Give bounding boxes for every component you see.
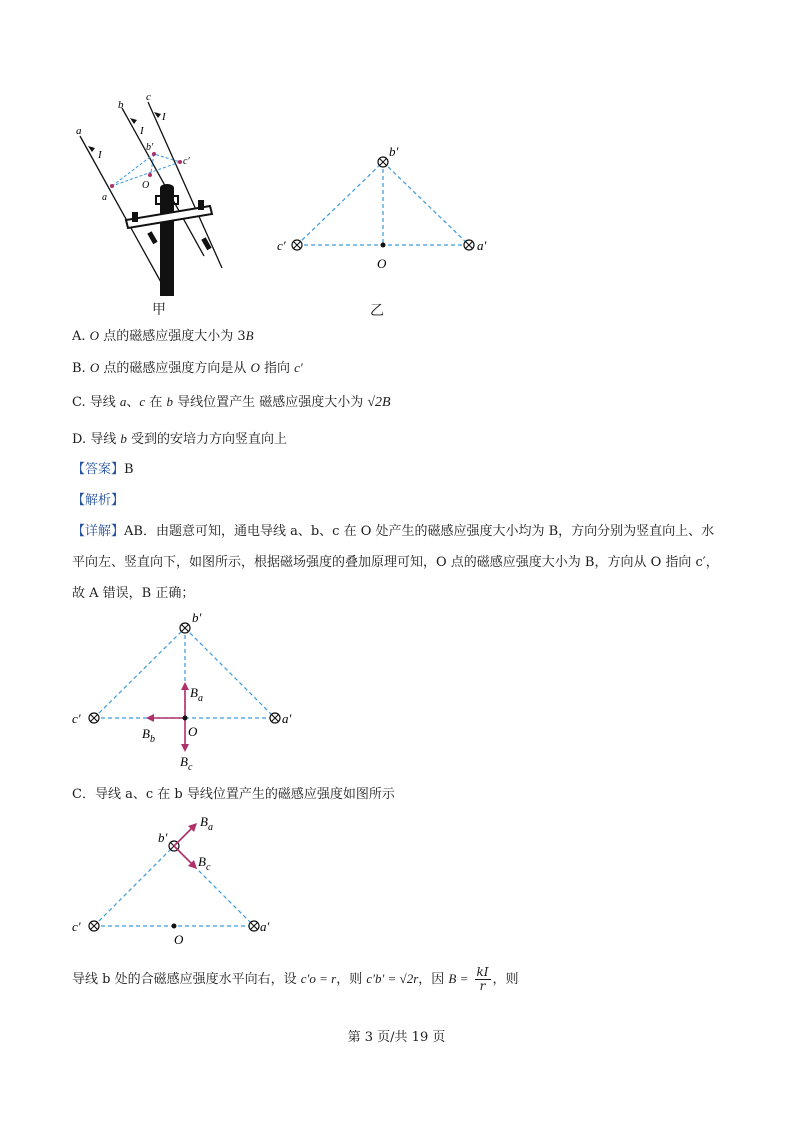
yi-side-left bbox=[297, 162, 383, 245]
option-c: C. 导线 a、c 在 b 导线位置产生 磁感应强度大小为 √2B bbox=[72, 394, 391, 410]
wire-c bbox=[148, 102, 222, 268]
paragraph-c: C．导线 a、c 在 b 导线位置产生的磁感应强度如图所示 bbox=[72, 787, 395, 802]
label-bb: $B_b$ bbox=[142, 726, 155, 745]
wire-label-a: a bbox=[76, 125, 82, 137]
arrow-bb-head bbox=[146, 714, 154, 722]
arrow-ba-head bbox=[181, 682, 189, 690]
label-b: b′ bbox=[192, 610, 202, 625]
analysis-heading: 【解析】 bbox=[72, 493, 125, 508]
label-a: a′ bbox=[260, 919, 270, 934]
label-c: c′ bbox=[72, 919, 81, 934]
caption-yi: 乙 bbox=[370, 303, 384, 319]
point-a bbox=[110, 184, 114, 188]
label-ba: $B_a$ bbox=[200, 814, 213, 833]
wire-label-b: b bbox=[118, 99, 124, 111]
point-label-o: O bbox=[142, 180, 150, 191]
current-into-page-icon bbox=[378, 157, 388, 167]
mid-side-left bbox=[94, 628, 185, 718]
current-into-page-icon bbox=[180, 623, 190, 633]
current-label-3: I bbox=[162, 111, 166, 123]
arrow-bc bbox=[174, 846, 192, 864]
insulator-1 bbox=[132, 212, 138, 222]
figure-field-at-o bbox=[70, 608, 330, 778]
last-line: 导线 b 处的合磁感应强度水平向右，设 c′o = r，则 c′b′ = √2r，因 B = $\frac{kI}{r}$ ，则 bbox=[72, 965, 519, 993]
label-o: O bbox=[174, 932, 184, 947]
figure-jia bbox=[70, 88, 250, 298]
current-into-page-icon bbox=[464, 240, 474, 250]
point-o bbox=[183, 716, 188, 721]
label-b: b′ bbox=[389, 144, 399, 159]
label-a: a′ bbox=[282, 711, 292, 726]
point-label-c: c′ bbox=[183, 156, 190, 167]
point-o bbox=[381, 243, 386, 248]
answer: 【答案】B bbox=[72, 462, 134, 477]
point-c bbox=[178, 160, 182, 164]
label-a: a′ bbox=[477, 238, 487, 253]
insulator-4 bbox=[201, 237, 211, 250]
wire-label-c: c bbox=[146, 91, 151, 103]
current-label-2: I bbox=[140, 125, 144, 137]
current-into-page-icon bbox=[249, 921, 259, 931]
point-o bbox=[172, 924, 177, 929]
caption-jia: 甲 bbox=[152, 302, 166, 318]
arrow-bc-head bbox=[181, 744, 189, 752]
label-ba: $B_a$ bbox=[190, 685, 203, 704]
figure-yi bbox=[277, 140, 495, 275]
current-into-page-icon bbox=[292, 240, 302, 250]
arrow-ba bbox=[174, 828, 192, 846]
current-label-1: I bbox=[98, 149, 102, 161]
detail-paragraph: 【详解】AB．由题意可知，通电导线 a、b、c 在 O 处产生的磁感应强度大小均为 B，方向分别为竖直向上、水平向左、竖直向下，如图所示，根据磁场强度的叠加原理可知，O 点的磁感应强度大小为 B，方向从 O 指向 c′，故 A 错误，B 正确； bbox=[72, 524, 719, 601]
page-footer: 第 3 页/共 19 页 bbox=[347, 1030, 446, 1045]
bot-side-left bbox=[94, 846, 174, 926]
current-into-page-icon bbox=[270, 713, 280, 723]
label-c: c′ bbox=[277, 238, 286, 253]
insulator-3 bbox=[147, 231, 157, 244]
point-o bbox=[148, 173, 152, 177]
current-into-page-icon bbox=[89, 921, 99, 931]
point-label-b: b′ bbox=[146, 142, 154, 153]
mid-side-right bbox=[185, 628, 275, 718]
label-bc: $B_c$ bbox=[180, 754, 193, 773]
current-into-page-icon bbox=[89, 713, 99, 723]
label-o: O bbox=[188, 724, 198, 739]
label-b: b′ bbox=[158, 830, 168, 845]
yi-side-right bbox=[383, 162, 469, 245]
point-label-a: a bbox=[102, 192, 107, 203]
fraction: $\frac{kI}{r}$ bbox=[476, 965, 489, 993]
figure-field-at-b bbox=[70, 810, 290, 945]
label-o: O bbox=[377, 256, 387, 271]
label-c: c′ bbox=[72, 711, 81, 726]
insulator-2 bbox=[198, 200, 204, 210]
option-d: D. 导线 b 受到的安培力方向竖直向上 bbox=[72, 431, 288, 447]
label-bc: $B_c$ bbox=[198, 854, 211, 873]
pole-top bbox=[160, 184, 174, 192]
option-a: A. O 点的磁感应强度大小为 3B bbox=[72, 328, 254, 344]
option-b: B. O 点的磁感应强度方向是从 O 指向 c′ bbox=[72, 360, 303, 376]
